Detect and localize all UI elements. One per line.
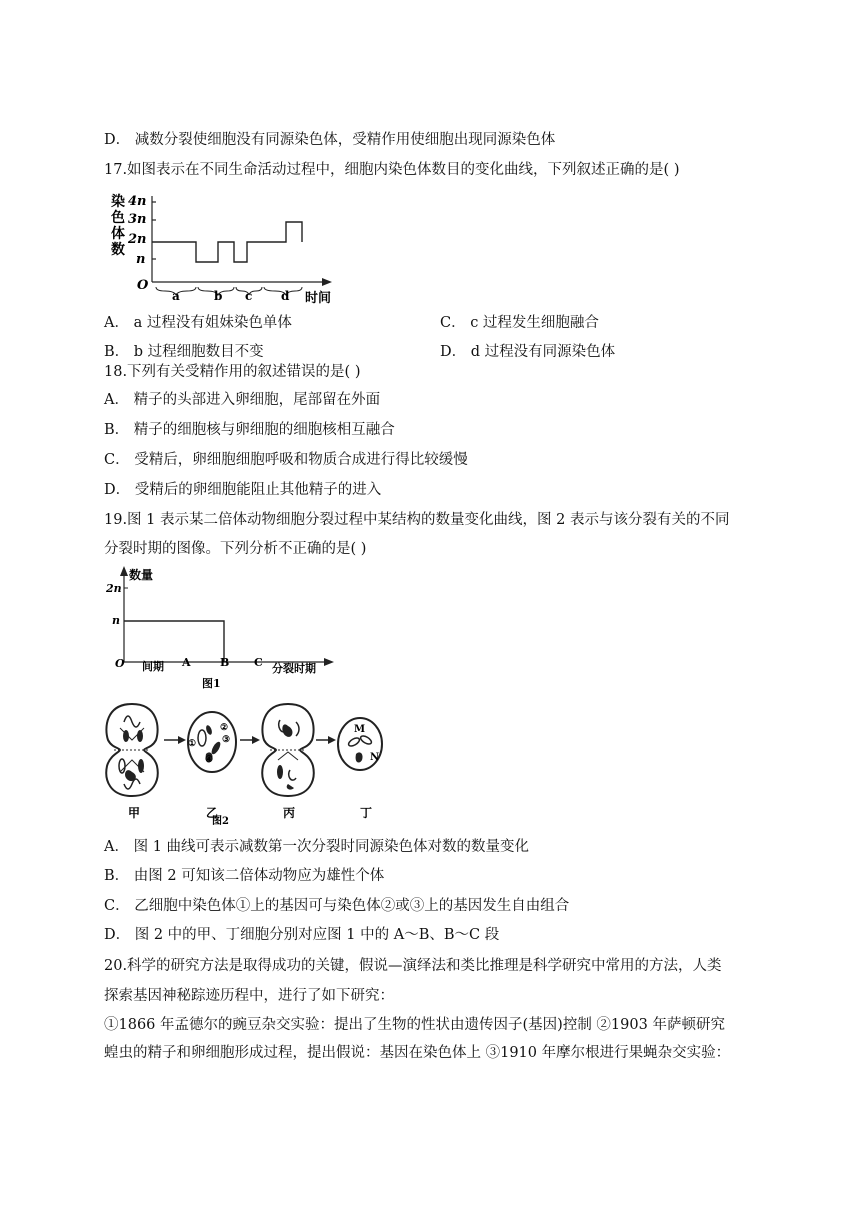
q17-option-b: B． b 过程细胞数目不变 <box>104 344 264 360</box>
fig1-x-tick-interphase: 间期 <box>142 660 164 673</box>
cell-yi-chrom-3: ③ <box>222 735 231 745</box>
q18-option-d: D． 受精后的卵细胞能阻止其他精子的进入 <box>104 482 382 498</box>
q19-stem-line2: 分裂时期的图像。下列分析不正确的是( ) <box>104 541 367 557</box>
q18-option-b: B． 精子的细胞核与卵细胞的细胞核相互融合 <box>104 422 395 438</box>
q17-x-label: 时间 <box>305 291 332 306</box>
fig1-caption: 图1 <box>202 677 221 690</box>
q17-option-d: D． d 过程没有同源染色体 <box>440 344 616 360</box>
cell-ding-label: 丁 <box>360 806 373 820</box>
cell-jia <box>106 704 157 796</box>
q17-tick-n: n <box>136 252 146 267</box>
q17-seg-a: a <box>172 289 180 303</box>
q17-option-a: A． a 过程没有姐妹染色单体 <box>104 315 292 331</box>
cell-ding-mark-m: M <box>354 724 366 735</box>
q17-tick-4n: 4n <box>128 194 147 209</box>
q17-tick-2n: 2n <box>128 232 147 247</box>
fig1-y-arrow <box>120 566 128 576</box>
q16-option-d: D． 减数分裂使细胞没有同源染色体，受精作用使细胞出现同源染色体 <box>104 132 556 148</box>
cell-bing-label: 丙 <box>283 806 296 820</box>
q17-tick-3n: 3n <box>128 212 147 227</box>
cell-jia-label: 甲 <box>128 806 141 820</box>
q17-y-label-4: 数 <box>111 242 125 258</box>
q18-option-a: A． 精子的头部进入卵细胞，尾部留在外面 <box>104 392 381 408</box>
q17-figure <box>100 188 350 310</box>
q19-figure1-chart <box>104 566 344 692</box>
q17-x-arrow <box>322 278 332 286</box>
q19-option-a: A． 图 1 曲线可表示减数第一次分裂时同源染色体对数的数量变化 <box>104 839 530 855</box>
q18-option-c: C． 受精后，卵细胞细胞呼吸和物质合成进行得比较缓慢 <box>104 452 468 468</box>
q19-figure2 <box>102 700 392 830</box>
q19-figure1 <box>104 566 344 696</box>
q17-y-label-3: 体 <box>111 226 125 242</box>
q19-option-d: D． 图 2 中的甲、丁细胞分别对应图 1 中的 A～B、B～C 段 <box>104 927 500 943</box>
q19-figure2-drawing <box>102 700 392 826</box>
q17-curve <box>152 222 302 262</box>
fig1-tick-2n: 2n <box>106 582 122 595</box>
fig1-origin: O <box>115 657 125 670</box>
q17-seg-d: d <box>281 289 290 303</box>
fig1-x-label: 分裂时期 <box>272 662 316 675</box>
fig1-curve <box>124 621 224 662</box>
q18-stem: 18.下列有关受精作用的叙述错误的是( ) <box>104 364 361 380</box>
fig1-tick-n: n <box>112 614 120 627</box>
fig1-x-tick-c: C <box>254 656 263 669</box>
q17-seg-c: c <box>245 289 253 303</box>
q20-stem-line3: ①1866 年孟德尔的豌豆杂交实验：提出了生物的性状由遗传因子(基因)控制 ②1903 年萨顿研究 <box>104 1017 725 1033</box>
q17-y-label-2: 色 <box>111 210 125 226</box>
cell-ding-mark-n: N <box>370 752 380 763</box>
q19-stem-line1: 19.图 1 表示某二倍体动物细胞分裂过程中某结构的数量变化曲线，图 2 表示与该分裂有关的不同 <box>104 512 730 528</box>
cell-yi-label: 乙 <box>206 806 219 820</box>
q17-seg-b: b <box>214 289 223 303</box>
cell-bing <box>262 704 313 796</box>
q17-option-c: C． c 过程发生细胞融合 <box>440 315 599 331</box>
q17-stem: 17.如图表示在不同生命活动过程中，细胞内染色体数目的变化曲线，下列叙述正确的是( ) <box>104 162 680 178</box>
cell-yi-chrom-2: ② <box>220 723 229 733</box>
q17-chart <box>100 188 350 306</box>
cell-yi-chrom-4: ④ <box>205 755 214 765</box>
cell-yi-chrom-1: ① <box>188 739 197 749</box>
q17-origin: O <box>137 278 149 293</box>
fig1-x-tick-b: B <box>220 656 230 669</box>
q17-y-label-1: 染 <box>111 194 125 210</box>
q20-stem-line1: 20.科学的研究方法是取得成功的关键，假说—演绎法和类比推理是科学研究中常用的方法，人类 <box>104 958 722 974</box>
q20-stem-line2: 探索基因神秘踪迹历程中，进行了如下研究： <box>104 988 394 1004</box>
fig2-caption: 图2 <box>212 816 229 826</box>
fig1-x-tick-a: A <box>182 656 191 669</box>
q20-stem-line4: 蝗虫的精子和卵细胞形成过程，提出假说：基因在染色体上 ③1910 年摩尔根进行果蝇杂交实验： <box>104 1045 731 1061</box>
fig1-y-label: 数量 <box>129 568 154 582</box>
fig1-x-arrow <box>324 658 334 666</box>
q19-option-b: B． 由图 2 可知该二倍体动物应为雄性个体 <box>104 868 385 884</box>
q19-option-c: C． 乙细胞中染色体①上的基因可与染色体②或③上的基因发生自由组合 <box>104 898 570 914</box>
